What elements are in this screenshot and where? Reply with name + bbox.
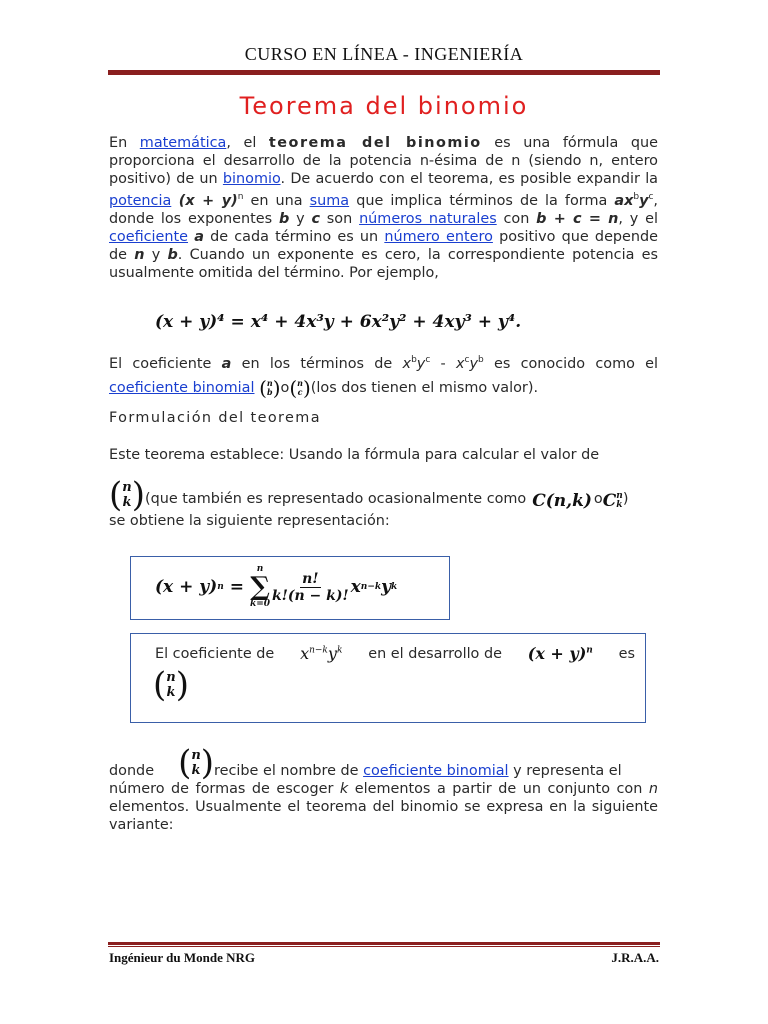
- link-suma[interactable]: suma: [309, 192, 350, 209]
- math-sup: c: [464, 355, 470, 365]
- text: Este teorema establece: Usando la fórmula para calcular el valor de: [109, 447, 600, 463]
- math-power: [528, 644, 593, 663]
- math: a: [221, 355, 232, 372]
- text: elementos a partir de un conjunto con: [348, 781, 649, 797]
- math-sup: n−k: [360, 582, 382, 592]
- text: donde: [109, 763, 155, 779]
- binomial-symbol: ( n k ): [109, 475, 145, 515]
- text: en los términos de: [231, 355, 403, 372]
- text: -: [430, 355, 456, 372]
- text: El coeficiente de: [155, 645, 275, 662]
- fraction: [272, 571, 349, 604]
- summation: [250, 565, 270, 609]
- math: b + c = n: [536, 210, 619, 227]
- text: positivo que depende de: [109, 228, 659, 263]
- math-sub: k: [616, 500, 623, 510]
- footer-right: J.R.A.A.: [611, 950, 659, 965]
- text: , y el: [618, 210, 658, 227]
- text: En: [109, 135, 140, 151]
- sum-symbol: ∑: [250, 572, 270, 602]
- link-binomio[interactable]: binomio: [222, 171, 281, 187]
- math-sup: b: [478, 355, 484, 365]
- text: es conocido como el: [483, 355, 658, 372]
- footer-rule-thin: [108, 946, 660, 947]
- formula-box: [130, 556, 450, 620]
- coefficient-paragraph: [109, 348, 658, 400]
- link-coeficiente[interactable]: coeficiente: [109, 228, 189, 245]
- link-matematica[interactable]: matemática: [139, 135, 227, 151]
- math: =: [229, 577, 244, 597]
- page-title: Teorema del binomio: [239, 92, 529, 120]
- math-sup: b: [633, 192, 640, 202]
- text: (que también es representado ocasionalmente como: [144, 491, 527, 507]
- binom-top: n: [191, 748, 201, 763]
- text: que implica términos de la forma: [349, 192, 615, 209]
- theorem-paragraph: [109, 446, 658, 530]
- text: (los dos tienen el mismo valor).: [310, 379, 539, 396]
- math: (x + y): [527, 644, 587, 663]
- binomial-symbol: ( n k ): [178, 743, 215, 783]
- text: . De acuerdo con el teorema, es posible expandir la: [280, 171, 659, 187]
- math: y: [327, 644, 337, 663]
- math-sup: c: [648, 192, 654, 202]
- math-sup: k: [336, 645, 343, 656]
- intro-paragraph: [109, 134, 658, 282]
- text: en una: [243, 192, 310, 209]
- math-sup: b: [411, 355, 417, 365]
- math-c-symbol: [603, 492, 623, 511]
- link-coeficiente-binomial-2[interactable]: coeficiente binomial: [363, 763, 509, 779]
- link-potencia[interactable]: potencia: [109, 192, 172, 209]
- math-term: [300, 644, 342, 663]
- text: . Cuando un exponente es cero, la correspondiente potencia es usualmente omitida del término. Por ejemplo,: [109, 246, 658, 281]
- link-coeficiente-binomial[interactable]: coeficiente binomial: [109, 379, 255, 396]
- fraction-numerator: n!: [302, 570, 319, 587]
- binom-bottom: k: [166, 685, 176, 700]
- math-sup: n: [616, 491, 623, 501]
- math: b: [167, 246, 178, 263]
- text: elementos. Usualmente el teorema del binomio se expresa en la siguiente variante:: [109, 799, 658, 833]
- binom-top: n: [166, 670, 176, 685]
- link-numero-entero[interactable]: número entero: [384, 228, 493, 245]
- text: ): [622, 491, 629, 507]
- fraction-denominator: k!(n − k)!: [272, 587, 349, 604]
- text: es: [618, 645, 635, 662]
- text: y: [144, 246, 168, 263]
- math: y: [639, 192, 649, 209]
- binom-top: n: [266, 377, 273, 388]
- footer-left: Ingénieur du Monde NRG: [109, 950, 256, 965]
- text: son: [319, 210, 360, 227]
- text: y: [289, 210, 312, 227]
- math: x: [402, 355, 412, 372]
- binomial-symbol: ( n k ): [153, 665, 189, 705]
- math: (x + y): [155, 577, 218, 597]
- math: b: [278, 210, 290, 227]
- binom-bottom: k: [191, 763, 201, 778]
- binomial-symbol: ( n c ): [289, 375, 311, 400]
- math: y: [381, 577, 391, 597]
- document-header: CURSO EN LÍNEA - INGENIERÍA: [244, 44, 524, 64]
- coefficient-statement: [155, 644, 635, 663]
- binom-bottom: k: [122, 495, 132, 510]
- binom-top: n: [122, 480, 132, 495]
- math: c: [311, 210, 320, 227]
- link-numeros-naturales[interactable]: números naturales: [359, 210, 497, 227]
- text: El coeficiente: [109, 355, 222, 372]
- text: se obtiene la siguiente representación:: [109, 513, 390, 529]
- text: en el desarrollo de: [368, 645, 502, 662]
- math: (x + y): [171, 192, 238, 209]
- binomial-theorem-formula: [155, 565, 397, 609]
- math: x: [300, 644, 310, 663]
- binom-bottom: b: [266, 386, 273, 397]
- math-sup: n: [217, 582, 224, 592]
- binom-bottom: c: [297, 386, 303, 397]
- binom-top: n: [297, 377, 303, 388]
- text: número de formas de escoger: [109, 781, 340, 797]
- math: ax: [614, 192, 634, 209]
- example-formula: (x + y)⁴ = x⁴ + 4x³y + 6x²y² + 4xy³ + y⁴.: [155, 312, 522, 332]
- math: x: [350, 577, 361, 597]
- text: , el: [226, 135, 269, 151]
- math: C: [602, 490, 617, 511]
- binomial-symbol: ( n b ): [259, 375, 281, 400]
- math: k: [339, 781, 349, 797]
- math: n: [134, 246, 145, 263]
- text: recibe el nombre de: [214, 763, 364, 779]
- text: de cada término es un: [203, 228, 385, 245]
- text: , donde los exponentes: [109, 192, 658, 227]
- sum-bottom: k=0: [249, 599, 271, 609]
- header-rule: [108, 70, 660, 75]
- math-sup: n: [586, 645, 593, 656]
- final-paragraph: [109, 743, 658, 834]
- footer-rule: [108, 942, 660, 945]
- math: a: [194, 228, 204, 245]
- math-sup: k: [391, 582, 398, 592]
- sum-top: n: [256, 564, 264, 574]
- text: es una fórmula que proporciona el desarrollo de la potencia n-ésima de n (siendo n, entero positivo) de un: [109, 135, 658, 187]
- math-sup: c: [425, 355, 431, 365]
- text: o: [280, 379, 290, 396]
- math: y: [469, 355, 478, 372]
- bold-term: teorema del binomio: [268, 135, 482, 151]
- coefficient-box: [130, 633, 646, 723]
- math: x: [455, 355, 465, 372]
- text: y representa el: [508, 763, 622, 779]
- text: o: [593, 491, 603, 507]
- math-sup: n−k: [309, 645, 328, 656]
- math: C(n,k): [532, 491, 592, 511]
- section-title: Formulación del teorema: [109, 410, 321, 426]
- math: y: [416, 355, 426, 372]
- text: con: [496, 210, 537, 227]
- math: n: [648, 781, 658, 797]
- math-sup: n: [237, 192, 244, 202]
